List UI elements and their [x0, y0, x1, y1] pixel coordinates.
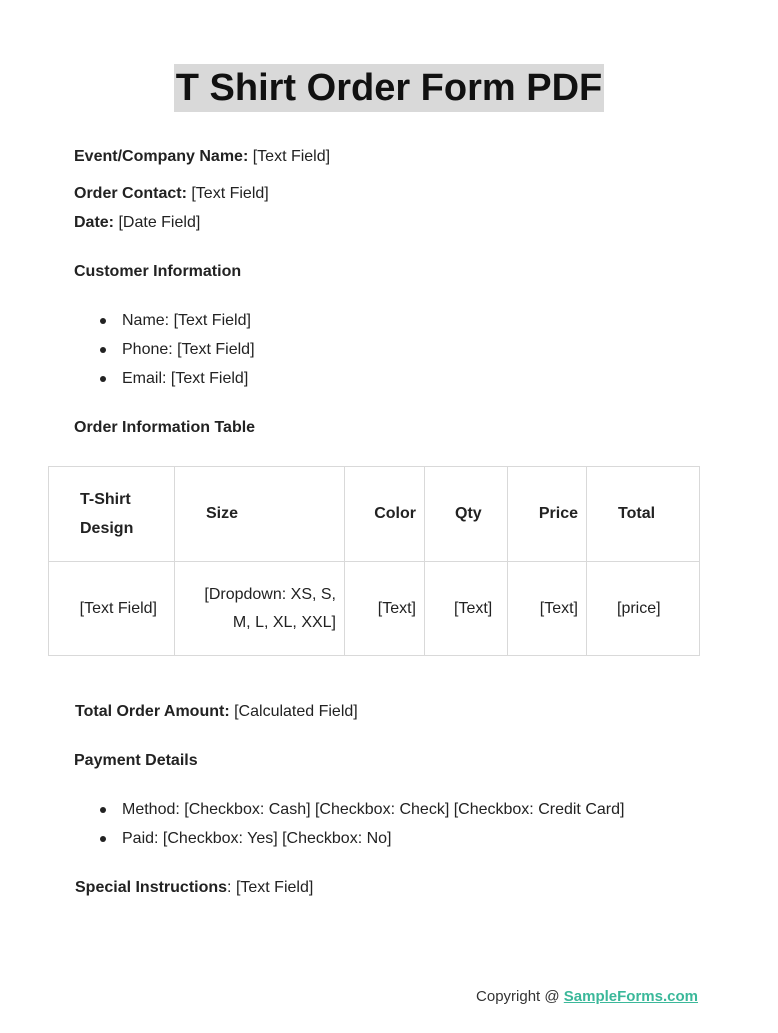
order-table-heading-text: Order Information Table [74, 419, 256, 436]
header-design-text: T-Shirt Design [80, 491, 134, 537]
order-contact-line [74, 184, 269, 204]
order-table-heading [74, 418, 255, 438]
special-field[interactable]: : [Text Field] [227, 879, 314, 896]
header-size: Size [175, 467, 345, 562]
event-company-line [74, 147, 330, 167]
event-label: Event/Company Name: [74, 148, 249, 165]
date-field[interactable]: [Date Field] [118, 214, 201, 231]
header-color: Color [345, 467, 425, 562]
total-amount-line [75, 702, 358, 722]
payment-heading-text: Payment Details [74, 752, 198, 769]
table-header-row [49, 467, 700, 562]
cell-total[interactable]: [price] [587, 562, 700, 656]
brand-link[interactable]: SampleForms.com [563, 988, 698, 1005]
order-table [48, 466, 700, 656]
copyright-text: Copyright @ [476, 988, 564, 1005]
list-item[interactable]: Name: [Text Field] [74, 311, 255, 340]
cell-size-dropdown[interactable]: [Dropdown: XS, S, M, L, XL, XXL] [175, 562, 345, 656]
customer-heading-text: Customer Information [74, 263, 242, 280]
header-total: Total [587, 467, 700, 562]
date-line [74, 213, 200, 233]
total-label: Total Order Amount: [75, 703, 230, 720]
header-qty: Qty [425, 467, 508, 562]
header-design [49, 467, 175, 562]
contact-field[interactable]: [Text Field] [191, 185, 269, 202]
special-label: Special Instructions [75, 879, 228, 896]
customer-heading [74, 262, 241, 282]
payment-heading [74, 751, 198, 771]
list-item[interactable]: Email: [Text Field] [74, 369, 255, 398]
title-wrapper [0, 64, 778, 112]
list-item[interactable]: Phone: [Text Field] [74, 340, 255, 369]
cell-price[interactable]: [Text] [508, 562, 587, 656]
list-item[interactable]: Paid: [Checkbox: Yes] [Checkbox: No] [74, 829, 624, 858]
cell-qty[interactable]: [Text] [425, 562, 508, 656]
table-row [49, 562, 700, 656]
date-label: Date: [74, 214, 115, 231]
contact-label: Order Contact: [74, 185, 187, 202]
list-item[interactable]: Method: [Checkbox: Cash] [Checkbox: Check] [Checkbox: Credit Card] [74, 800, 624, 829]
special-instructions-line [75, 878, 313, 898]
footer-copyright [476, 988, 698, 1005]
customer-list [74, 311, 255, 398]
payment-list [74, 800, 624, 858]
header-price: Price [508, 467, 587, 562]
event-field[interactable]: [Text Field] [252, 148, 331, 165]
cell-color[interactable]: [Text] [345, 562, 425, 656]
cell-design[interactable]: [Text Field] [49, 562, 175, 656]
total-field[interactable]: [Calculated Field] [234, 703, 358, 720]
page-title: T Shirt Order Form PDF [174, 64, 604, 112]
